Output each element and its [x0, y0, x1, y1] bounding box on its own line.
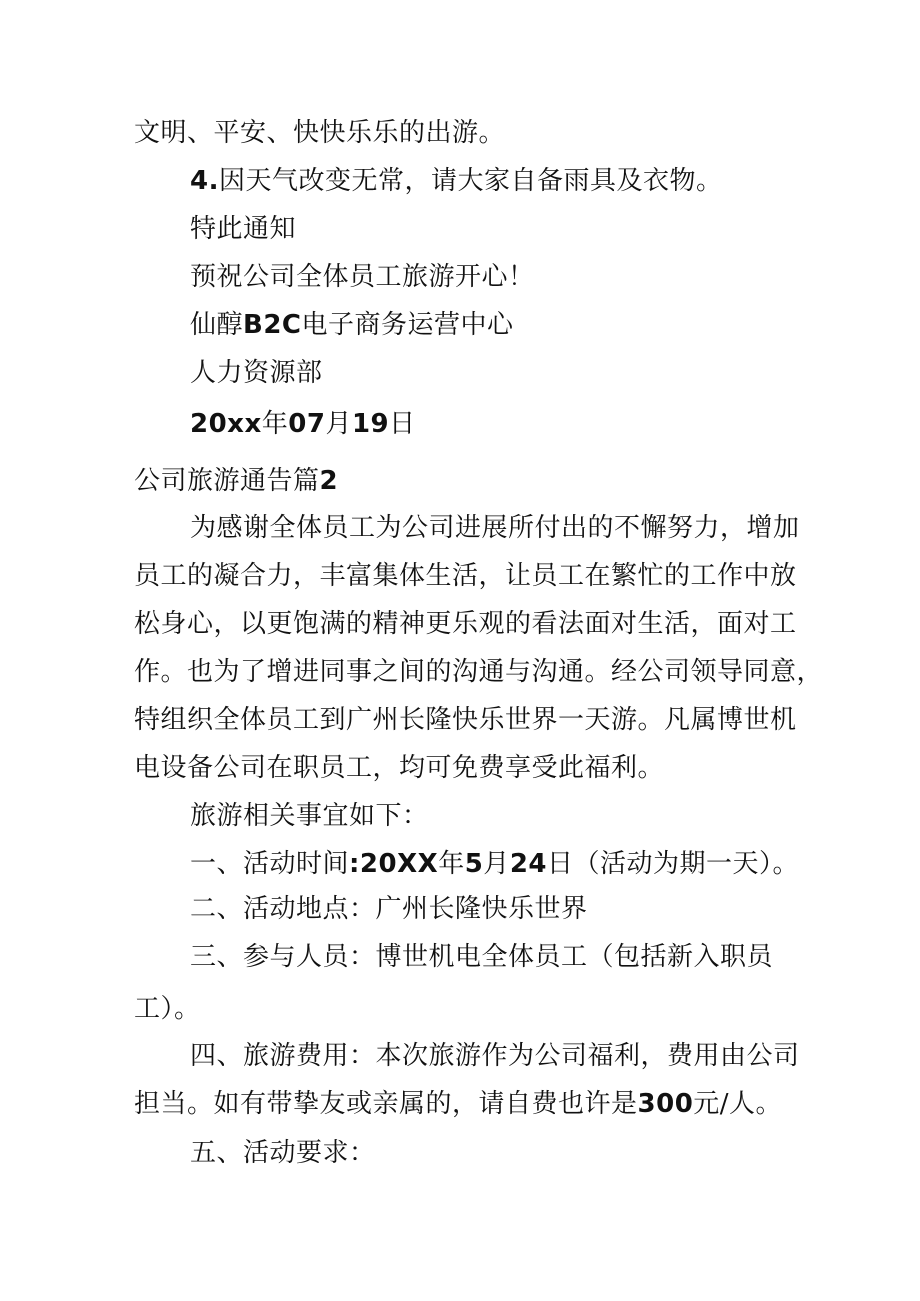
list-item [190, 848, 799, 880]
paragraph-line [190, 512, 800, 544]
closing-wish [190, 261, 535, 293]
text-segment: 文明、平安、快快乐乐的出游。 [134, 118, 506, 148]
text-segment: 作。也为了增进同事之间的沟通与沟通。经公司领导同意， [134, 657, 824, 687]
list-number: 4. [190, 166, 219, 196]
text-segment-bold: :20XX [349, 849, 439, 879]
closing-notice [190, 213, 296, 245]
list-item [190, 1137, 376, 1169]
text-segment-bold: 300 [637, 1089, 694, 1119]
list-item [190, 893, 588, 925]
date-year: 20xx [190, 409, 262, 439]
text-segment: 松身心，以更饱满的精神更乐观的看法面对生活，面对工 [134, 609, 797, 639]
text-segment: 三、参与人员：博世机电全体员工（包括新入职员 [190, 942, 774, 972]
text-segment-bold: B2C [243, 310, 302, 340]
paragraph-line [134, 704, 797, 736]
text-segment: 二、活动地点：广州长隆快乐世界 [190, 894, 588, 924]
list-item-continuation [134, 1088, 782, 1120]
text-segment: 为感谢全体员工为公司进展所付出的不懈努力，增加 [190, 513, 800, 543]
text-segment: 年 [261, 409, 289, 439]
text-segment: 电子商务运营中心 [301, 310, 514, 340]
paragraph-line [190, 800, 429, 832]
section-heading [134, 465, 338, 497]
text-segment-bold: 24 [509, 849, 547, 879]
text-segment: 年 [438, 849, 465, 879]
text-segment: 月 [325, 409, 352, 439]
list-item-continuation [134, 993, 201, 1025]
text-segment-bold: 5 [464, 849, 484, 879]
paragraph-line [134, 752, 664, 784]
signature-date [190, 408, 416, 440]
text-segment: 日（活动为期一天）。 [547, 849, 800, 879]
date-day: 19 [351, 409, 390, 439]
text-segment: 月 [483, 849, 510, 879]
text-segment: 一、活动时间 [190, 849, 350, 879]
text-segment: 电设备公司在职员工，均可免费享受此福利。 [134, 753, 665, 783]
text-segment: 工）。 [134, 994, 201, 1024]
signature-organization [190, 309, 514, 341]
paragraph-line [134, 608, 797, 640]
paragraph-line [134, 560, 797, 592]
paragraph-line [134, 656, 823, 688]
heading-number: 2 [319, 466, 339, 496]
text-segment: 员工的凝合力，丰富集体生活，让员工在繁忙的工作中放 [134, 561, 797, 591]
text-segment: 担当。如有带挚友或亲属的，请自费也许是 [134, 1089, 638, 1119]
text-segment: 人力资源部 [190, 358, 323, 388]
list-item [190, 941, 773, 973]
text-segment: 四、旅游费用：本次旅游作为公司福利，费用由公司 [190, 1041, 800, 1071]
text-segment: 特组织全体员工到广州长隆快乐世界一天游。凡属博世机 [134, 705, 797, 735]
text-segment: 日 [389, 409, 416, 439]
text-segment: 公司旅游通告篇 [134, 466, 320, 496]
text-segment: 元/人。 [693, 1089, 783, 1119]
list-item [190, 165, 722, 197]
text-segment: 仙醇 [190, 310, 244, 340]
text-segment: 五、活动要求： [190, 1138, 376, 1168]
text-segment: 旅游相关事宜如下： [190, 801, 429, 831]
signature-department [190, 357, 323, 389]
list-item [190, 1040, 800, 1072]
date-month: 07 [288, 409, 326, 439]
text-segment: 因天气改变无常，请大家自备雨具及衣物。 [218, 166, 723, 196]
text-segment: 特此通知 [190, 214, 297, 244]
text-line [134, 117, 505, 149]
text-segment: 预祝公司全体员工旅游开心！ [190, 262, 535, 292]
